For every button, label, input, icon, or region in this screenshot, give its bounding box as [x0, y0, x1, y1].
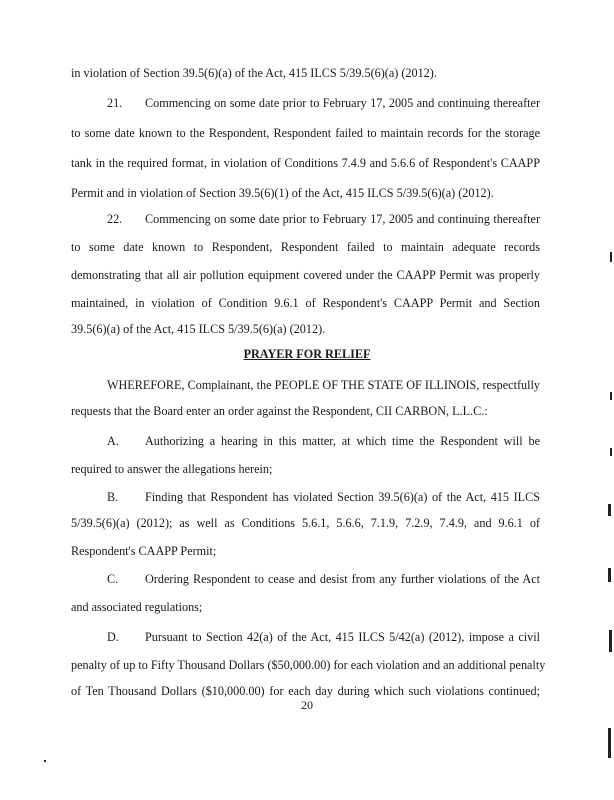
item-letter: B.: [107, 490, 119, 504]
text-line: penalty of up to Fifty Thousand Dollars ($50,000.00) for each violation and an additional penalty: [71, 658, 546, 672]
text-line: WHEREFORE, Complainant, the PEOPLE OF THE STATE OF ILLINOIS, respectfully: [107, 378, 540, 392]
text-line: and associated regulations;: [71, 600, 203, 614]
text-line: Permit and in violation of Section 39.5(6)(1) of the Act, 415 ILCS 5/39.5(6)(a) (2012).: [71, 186, 494, 200]
paragraph-number: 22.: [107, 212, 123, 226]
scan-mark: [609, 630, 612, 652]
text-line: in violation of Section 39.5(6)(a) of the Act, 415 ILCS 5/39.5(6)(a) (2012).: [71, 66, 437, 80]
text-line: Finding that Respondent has violated Section 39.5(6)(a) of the Act, 415 ILCS: [145, 490, 540, 504]
text-line: 5/39.5(6)(a) (2012); as well as Conditions 5.6.1, 5.6.6, 7.1.9, 7.2.9, 7.4.9, and 9.6.1 of: [71, 516, 540, 530]
item-letter: D.: [107, 630, 119, 644]
text-line: to some date known to Respondent, Respondent failed to maintain adequate records: [71, 240, 540, 254]
scan-mark: [608, 568, 611, 582]
text-line: 39.5(6)(a) of the Act, 415 ILCS 5/39.5(6)(a) (2012).: [71, 322, 326, 336]
page-number: 20: [301, 698, 313, 712]
text-line: required to answer the allegations herein;: [71, 462, 273, 476]
text-line: to some date known to the Respondent, Respondent failed to maintain records for the storage: [71, 126, 540, 140]
text-line: Commencing on some date prior to February 17, 2005 and continuing thereafter: [145, 96, 540, 110]
item-letter: A.: [107, 434, 119, 448]
scan-mark: [608, 728, 611, 758]
scan-mark: [608, 504, 611, 516]
text-line: of Ten Thousand Dollars ($10,000.00) for each day during which such violations continued;: [71, 684, 540, 698]
scan-mark: [610, 252, 612, 262]
text-line: Commencing on some date prior to February 17, 2005 and continuing thereafter: [145, 212, 540, 226]
scan-mark: [610, 392, 612, 400]
scan-mark: [610, 448, 612, 456]
text-line: maintained, in violation of Condition 9.6.1 of Respondent's CAAPP Permit and Section: [71, 296, 540, 310]
item-letter: C.: [107, 572, 119, 586]
text-line: Authorizing a hearing in this matter, at which time the Respondent will be: [145, 434, 540, 448]
text-line: demonstrating that all air pollution equipment covered under the CAAPP Permit was properly: [71, 268, 540, 282]
scan-mark: [44, 760, 46, 762]
section-heading: PRAYER FOR RELIEF: [243, 347, 371, 361]
text-line: Ordering Respondent to cease and desist from any further violations of the Act: [145, 572, 540, 586]
text-line: Respondent's CAAPP Permit;: [71, 544, 217, 558]
text-line: requests that the Board enter an order against the Respondent, CII CARBON, L.L.C.:: [71, 404, 488, 418]
text-line: tank in the required format, in violation of Conditions 7.4.9 and 5.6.6 of Respondent's CAAPP: [71, 156, 540, 170]
text-line: Pursuant to Section 42(a) of the Act, 415 ILCS 5/42(a) (2012), impose a civil: [145, 630, 540, 644]
paragraph-number: 21.: [107, 96, 123, 110]
